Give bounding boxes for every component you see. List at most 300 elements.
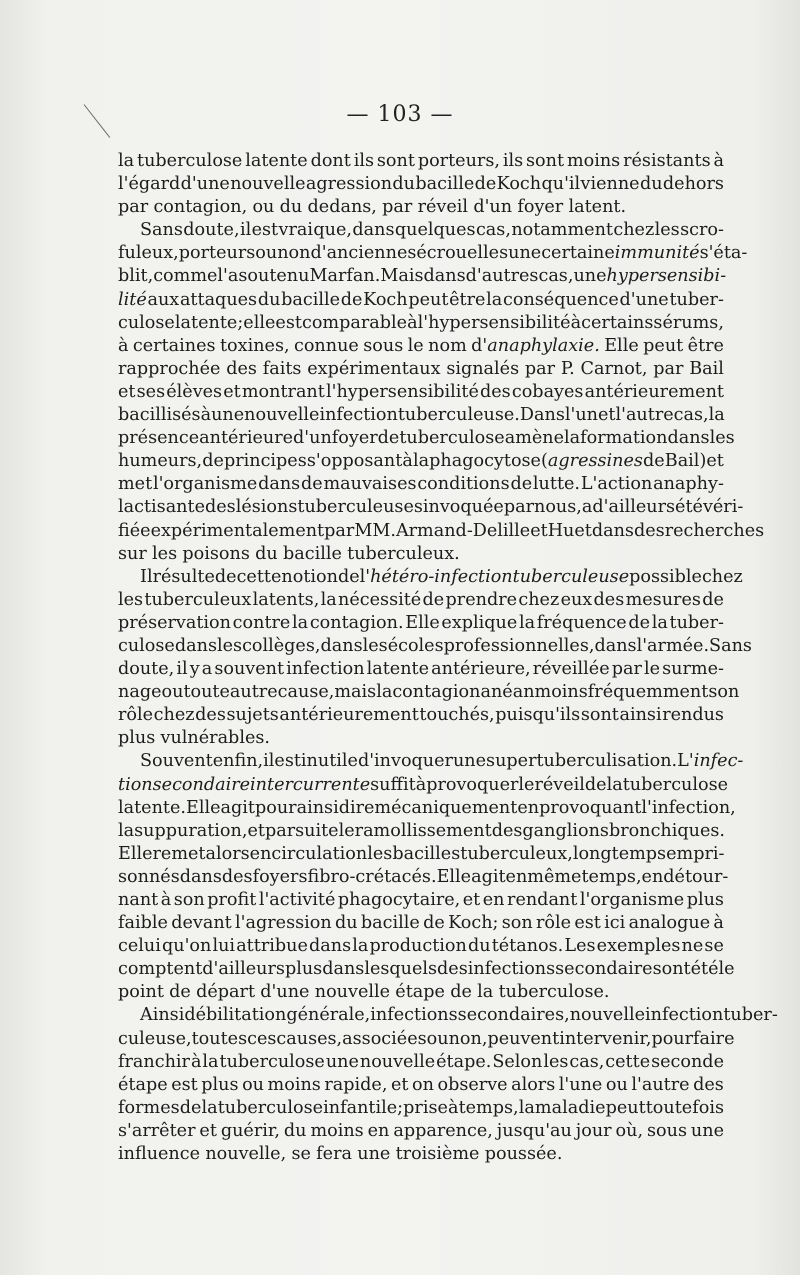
text-line — [118, 150, 724, 173]
word: troisième — [395, 1144, 480, 1165]
word: que, — [313, 220, 352, 241]
word: professionnelles, — [443, 635, 595, 656]
word: Armand-Delille — [395, 520, 531, 541]
word: l'organisme — [152, 474, 258, 495]
word: sont — [376, 151, 415, 171]
word: ou — [242, 1074, 264, 1095]
word: point — [118, 982, 164, 1003]
word: dans — [320, 635, 363, 656]
text-line — [118, 589, 724, 612]
word: certaines — [132, 335, 216, 356]
word: alors — [205, 843, 250, 864]
word: d'une — [180, 174, 230, 195]
word: s'opposant — [306, 451, 403, 472]
word: secondaire — [152, 774, 251, 795]
word: comme — [153, 266, 218, 287]
word: se — [704, 936, 724, 957]
word: sérums, — [653, 312, 724, 333]
word: hypersensibi- — [606, 266, 727, 287]
word: en — [249, 843, 272, 864]
word: tuberculose — [217, 1097, 324, 1118]
word: s'éta- — [699, 243, 748, 264]
word: porteurs, — [417, 151, 500, 171]
word: la — [320, 589, 337, 610]
word: le — [407, 335, 424, 356]
word: on — [412, 1074, 434, 1095]
word: Elle — [118, 843, 153, 864]
word: nouvelle, — [205, 1144, 287, 1165]
word: chez — [153, 705, 195, 726]
word: être — [687, 335, 724, 356]
word: et — [462, 890, 481, 910]
word: causes, — [276, 1028, 343, 1049]
word: y — [189, 659, 200, 680]
word: touchés, — [419, 705, 495, 726]
word: d'un — [293, 428, 332, 449]
word: être — [449, 289, 486, 310]
word: dans — [423, 266, 466, 287]
word: sont — [526, 151, 565, 171]
word: nouvelle — [569, 1005, 645, 1026]
word: la — [518, 612, 536, 633]
word: par — [611, 659, 642, 680]
word: pour — [651, 1028, 694, 1049]
word: peut — [643, 335, 684, 356]
word: expérimentaux — [307, 358, 441, 379]
word: moins — [566, 151, 621, 171]
word: nouvelle — [359, 1051, 436, 1072]
word: rapprochée — [118, 358, 221, 379]
word: élèves — [166, 381, 223, 402]
word: réveil — [534, 774, 585, 795]
word: ganglions — [522, 820, 609, 841]
text-line — [118, 496, 744, 519]
word: ces — [247, 1028, 277, 1049]
word: d'un — [473, 197, 513, 218]
word: humeurs, — [118, 451, 203, 472]
word: de — [337, 566, 360, 587]
word: supertuberculisation. — [486, 751, 678, 772]
word: à — [190, 1051, 202, 1072]
word: ici — [604, 913, 626, 934]
word: dans — [322, 959, 365, 980]
word: en — [482, 890, 505, 910]
word: il — [263, 751, 275, 772]
word: tuberculeuses — [297, 497, 423, 518]
word: néanmoins — [490, 682, 588, 703]
text-line — [118, 612, 724, 635]
word: mesures — [625, 589, 701, 610]
word: l'hypersensibilité — [417, 312, 571, 333]
word: d'ailleurs — [592, 497, 676, 518]
word: la — [486, 289, 503, 310]
word: connue — [293, 335, 359, 356]
text-line — [118, 797, 736, 820]
word: latente — [366, 659, 430, 680]
word: dans — [591, 520, 634, 541]
word: il — [239, 220, 252, 241]
word: immunité — [614, 243, 700, 264]
text-line — [118, 289, 724, 312]
text-line — [118, 381, 724, 404]
word: sous — [363, 335, 404, 356]
word: cas, — [538, 266, 574, 287]
word: (agressines — [541, 451, 643, 472]
word: l'égard — [118, 174, 181, 195]
word: de — [702, 589, 724, 610]
word: contagion, — [153, 197, 248, 218]
word: Bail — [689, 358, 724, 379]
word: à — [160, 890, 172, 910]
word: de — [474, 174, 497, 195]
word: la — [708, 405, 725, 426]
word: résistants — [623, 151, 711, 171]
word: par — [264, 820, 296, 841]
word: culose — [118, 635, 175, 656]
word: Il — [140, 566, 153, 587]
word: longtemps — [572, 843, 667, 864]
word: dans — [309, 936, 352, 957]
word: celui — [118, 936, 161, 957]
word: les — [709, 428, 735, 449]
text-line — [118, 173, 724, 196]
word: été — [690, 959, 719, 980]
word: non, — [448, 1028, 488, 1049]
text-line — [118, 958, 735, 981]
word: chez — [701, 566, 743, 587]
word: est — [275, 312, 302, 333]
word: bacilles — [392, 843, 461, 864]
word: plus — [686, 890, 724, 910]
word: recherches — [664, 520, 765, 541]
word: rapide, — [324, 1074, 388, 1095]
word: tuberculeuse. — [397, 405, 520, 426]
word: chez — [518, 589, 560, 610]
word: met — [118, 474, 153, 495]
text-line — [118, 265, 727, 288]
text-line — [118, 196, 724, 219]
word: vienne — [580, 174, 640, 195]
word: fuleux, — [118, 243, 179, 264]
word: des — [593, 589, 625, 610]
word: dans — [667, 428, 710, 449]
word: de — [628, 612, 651, 633]
word: culeuse, — [118, 1028, 192, 1049]
word: une — [452, 751, 487, 772]
word: observe — [437, 1074, 508, 1095]
text-line — [118, 658, 724, 681]
word: Bail) — [664, 451, 707, 472]
word: et — [118, 381, 136, 402]
word: d'ailleurs — [202, 959, 285, 980]
word: a — [581, 497, 593, 518]
word: scro- — [680, 220, 724, 241]
text-line — [118, 889, 724, 912]
word: sous — [647, 1120, 687, 1141]
word: d'une — [619, 289, 669, 310]
word: la — [118, 820, 135, 841]
word: l'infection, — [641, 797, 736, 818]
word: de — [214, 566, 237, 587]
word: cette — [605, 1051, 651, 1072]
word: de — [202, 451, 224, 472]
word: faits — [262, 358, 302, 379]
word: bacille — [281, 289, 341, 310]
word: plus — [201, 1074, 239, 1095]
word: poisons — [182, 543, 250, 564]
text-line — [118, 820, 724, 843]
word: et — [247, 820, 265, 841]
text-line — [118, 635, 752, 658]
word: dire — [338, 797, 375, 818]
word: qu'il — [541, 174, 581, 195]
word: agit — [471, 866, 506, 887]
word: a — [201, 659, 213, 680]
word: fibro-crétacés. — [307, 866, 437, 887]
word: suite — [295, 820, 339, 841]
word: L'infec- — [677, 751, 744, 772]
word: Sans — [709, 635, 752, 656]
word: du — [257, 289, 281, 310]
word: Koch; — [448, 913, 499, 934]
word: vrai — [278, 220, 313, 241]
word: influence — [118, 1144, 201, 1165]
word: infection — [286, 659, 365, 680]
word: du — [639, 174, 663, 195]
word: la — [606, 774, 623, 795]
word: infections — [467, 959, 556, 980]
word: Souvent — [140, 751, 213, 772]
word: la — [118, 151, 135, 171]
word: été — [675, 497, 703, 518]
word: latente. — [118, 797, 187, 818]
word: quelques — [394, 220, 476, 241]
word: ou — [426, 1028, 449, 1049]
word: des — [226, 358, 257, 379]
text-line — [118, 774, 729, 797]
word: les — [118, 589, 144, 610]
word: puisqu'ils — [495, 705, 581, 726]
text-line — [118, 1143, 724, 1166]
word: l'hétéro-infection — [359, 566, 513, 587]
word: amène — [504, 428, 565, 449]
word: toutes — [191, 1028, 248, 1049]
word: signalés — [446, 358, 520, 379]
word: certaine — [541, 243, 615, 264]
word: même — [527, 866, 582, 887]
word: exemples — [596, 936, 681, 957]
text-line — [118, 358, 724, 381]
word: la — [376, 682, 393, 703]
word: en — [641, 866, 664, 887]
word: de — [643, 451, 665, 472]
word: remet — [152, 843, 206, 864]
word: jour — [575, 1120, 612, 1141]
word: à — [407, 312, 418, 333]
word: à — [402, 451, 413, 472]
word: pour — [254, 797, 297, 818]
word: dans — [258, 474, 301, 495]
word: prendre — [445, 589, 518, 610]
word: le — [718, 959, 735, 980]
word: empri- — [666, 843, 725, 864]
word: tuber- — [669, 612, 724, 633]
word: rendant — [507, 890, 578, 910]
text-line — [118, 219, 724, 242]
word: infection — [319, 405, 398, 426]
word: la — [412, 451, 430, 472]
word: ramollissement — [354, 820, 492, 841]
word: autre — [229, 682, 278, 703]
word: tuber- — [723, 1005, 778, 1026]
word: Les — [564, 936, 596, 957]
word: l'une — [558, 1074, 603, 1095]
word: de — [340, 289, 363, 310]
word: dehors — [662, 174, 724, 195]
word: les — [152, 543, 178, 564]
word: mais — [334, 682, 377, 703]
word: provoquant — [539, 797, 642, 818]
word: Koch — [496, 174, 542, 195]
word: antérieurement — [584, 381, 724, 402]
word: de — [450, 982, 472, 1003]
word: suppuration, — [134, 820, 248, 841]
text-line — [118, 727, 724, 750]
word: en — [367, 1120, 390, 1141]
word: à — [713, 151, 724, 171]
word: une — [508, 243, 542, 264]
word: moins — [267, 1074, 321, 1095]
word: lui — [212, 936, 236, 957]
word: tétanos. — [491, 936, 564, 957]
text-line — [118, 335, 724, 358]
word: générale, — [286, 1005, 371, 1026]
word: se — [291, 1144, 311, 1165]
word: contre — [232, 612, 291, 633]
word: intervenir, — [559, 1028, 652, 1049]
word: plus — [284, 959, 323, 980]
word: ils — [353, 151, 375, 171]
word: sont — [580, 705, 619, 726]
word: est — [274, 751, 301, 772]
text-line — [118, 1120, 724, 1143]
word: eux — [560, 589, 593, 610]
word: Elle — [186, 797, 221, 818]
word: lactisante — [118, 497, 205, 518]
word: l'hypersensibilité — [325, 381, 479, 402]
text-line — [118, 543, 724, 566]
word: de — [179, 1097, 202, 1118]
word: du — [392, 174, 415, 195]
text-line — [118, 312, 724, 335]
word: Koch — [363, 289, 408, 310]
word: tuber- — [669, 289, 724, 310]
text-line — [118, 704, 724, 727]
word: des — [693, 1074, 724, 1095]
word: faible — [118, 913, 168, 934]
word: les — [543, 1051, 569, 1072]
word: nom — [428, 335, 467, 356]
word: tuberculeux, — [460, 843, 573, 864]
word: agression — [305, 174, 393, 195]
word: poussée. — [484, 1144, 563, 1165]
word: son — [708, 682, 740, 703]
text-line — [118, 242, 748, 265]
word: débilitation — [184, 1005, 287, 1026]
word: mauvaises — [323, 474, 417, 495]
word: faire — [693, 1028, 735, 1049]
text-line — [118, 1074, 724, 1097]
word: elle — [243, 312, 276, 333]
word: et — [598, 405, 616, 426]
word: bronchiques. — [608, 820, 726, 841]
word: ils — [502, 151, 524, 171]
word: circulation — [271, 843, 368, 864]
word: guérir, — [220, 1120, 280, 1141]
word: MM. — [354, 520, 396, 541]
word: une — [325, 1051, 359, 1072]
word: mécaniquement — [374, 797, 518, 818]
word: secondaires — [555, 959, 662, 980]
word: latente; — [174, 312, 244, 333]
word: peuvent — [487, 1028, 560, 1049]
word: résulte — [152, 566, 215, 587]
text-line — [118, 1051, 724, 1074]
word: infection — [645, 1005, 724, 1026]
word: P. — [560, 358, 575, 379]
word: des — [491, 820, 523, 841]
text-line — [118, 750, 744, 773]
word: dont — [310, 151, 351, 171]
word: aux — [147, 289, 180, 310]
word: nouvelle — [230, 174, 306, 195]
word: conséquence — [503, 289, 619, 310]
word: phagocytaire, — [337, 890, 461, 910]
word: est — [251, 220, 279, 241]
word: détour- — [663, 866, 729, 887]
word: latent. — [568, 197, 627, 218]
word: est — [574, 913, 601, 934]
word: franchir — [118, 1051, 190, 1072]
word: fiée — [118, 520, 151, 541]
word: rôle — [536, 913, 572, 934]
word: l'agression — [235, 913, 332, 934]
text-line — [118, 566, 743, 589]
word: de — [301, 474, 323, 495]
word: la — [651, 612, 668, 633]
word: en — [505, 866, 528, 887]
word: d'anaphylaxie. — [471, 335, 600, 356]
word: dans — [174, 635, 217, 656]
word: jusqu'au — [496, 1120, 572, 1141]
word: d'une — [260, 982, 310, 1003]
word: ainsi — [296, 797, 339, 818]
word: et — [199, 1120, 217, 1141]
text-line — [118, 1028, 735, 1051]
word: foyers — [252, 866, 308, 887]
word: par — [653, 358, 684, 379]
word: bacille — [282, 543, 342, 564]
word: conditions — [417, 474, 510, 495]
word: une — [690, 1120, 724, 1141]
word: les — [362, 635, 388, 656]
word: doute, — [118, 659, 175, 680]
word: sonnés — [118, 866, 180, 887]
word: fréquence — [536, 612, 627, 633]
word: cas, — [569, 1051, 605, 1072]
word: cobayes — [511, 381, 584, 402]
word: Huet — [547, 520, 592, 541]
